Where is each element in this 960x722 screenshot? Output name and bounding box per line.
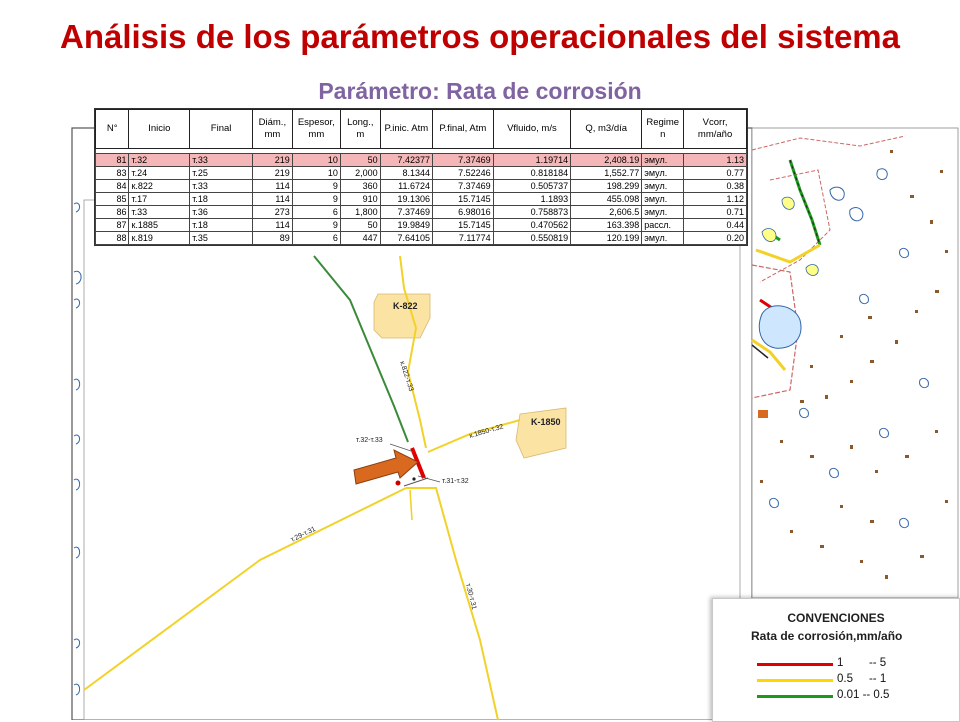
table-cell: 1.13 [684, 154, 747, 167]
table-cell: т.18 [190, 219, 253, 232]
legend-swatch-red [757, 663, 833, 666]
table-cell: 7.37469 [432, 180, 493, 193]
table-cell: 7.37469 [380, 206, 432, 219]
table-row [96, 193, 747, 206]
table-cell: 198.299 [571, 180, 642, 193]
table-cell: 6 [292, 206, 340, 219]
table-cell: 8.1344 [380, 167, 432, 180]
table-cell: т.35 [190, 232, 253, 245]
table-cell: эмул. [642, 167, 684, 180]
table-cell: 11.6724 [380, 180, 432, 193]
table-cell: 1.19714 [493, 154, 570, 167]
label-seg-k1850-t32: к.1850-т.32 [468, 423, 505, 440]
right-map-area [752, 128, 958, 598]
table-cell: т.24 [129, 167, 190, 180]
table-cell: рассл. [642, 219, 684, 232]
table-row [96, 167, 747, 180]
header-cell: Diám., mm [252, 110, 292, 149]
table-cell: 114 [252, 193, 292, 206]
table-cell: 84 [96, 180, 129, 193]
table-cell: 88 [96, 232, 129, 245]
table-cell: 89 [252, 232, 292, 245]
table-cell: эмул. [642, 154, 684, 167]
table-cell: т.17 [129, 193, 190, 206]
legend-item-label: 0.01 -- 0.5 [837, 689, 890, 701]
label-seg-t29-t31: т.29-т.31 [289, 525, 317, 544]
header-cell: Vfluido, m/s [493, 110, 570, 149]
header-cell: Espesor, mm [292, 110, 340, 149]
label-seg-t31-t32: т.31-т.32 [442, 478, 469, 485]
table-cell: 0.71 [684, 206, 747, 219]
legend-swatch-yellow [757, 679, 833, 682]
table-row [96, 232, 747, 245]
table-cell: 0.470562 [493, 219, 570, 232]
node-t31 [396, 481, 401, 486]
table-cell: 87 [96, 219, 129, 232]
table-cell: 0.550819 [493, 232, 570, 245]
header-cell: Final [190, 110, 253, 149]
label-seg-t30-t31: т.30-т.31 [464, 582, 478, 611]
table-cell: 2,408.19 [571, 154, 642, 167]
table-cell: 0.38 [684, 180, 747, 193]
table-cell: 1,800 [340, 206, 380, 219]
table-cell: 114 [252, 219, 292, 232]
table-cell: 455.098 [571, 193, 642, 206]
table-cell: 7.11774 [432, 232, 493, 245]
table-cell: эмул. [642, 232, 684, 245]
label-seg-t32-t33: т.32-т.33 [356, 437, 383, 444]
label-k1850: K-1850 [531, 417, 561, 427]
table-cell: 1,552.77 [571, 167, 642, 180]
table-cell: т.33 [190, 154, 253, 167]
table-cell: 10 [292, 167, 340, 180]
table-cell: т.36 [190, 206, 253, 219]
table-cell: т.33 [190, 180, 253, 193]
table-cell: 81 [96, 154, 129, 167]
table-cell: 15.7145 [432, 219, 493, 232]
table-cell: 7.42377 [380, 154, 432, 167]
table-cell: 7.64105 [380, 232, 432, 245]
table-cell: 1.12 [684, 193, 747, 206]
table-cell: 50 [340, 219, 380, 232]
node-t32 [412, 477, 415, 480]
table-cell: 50 [340, 154, 380, 167]
table-cell: 0.758873 [493, 206, 570, 219]
legend-subtitle: Rata de corrosión,mm/año [751, 629, 903, 643]
header-cell: Q, m3/día [571, 110, 642, 149]
table-cell: к.822 [129, 180, 190, 193]
table-cell: 19.1306 [380, 193, 432, 206]
header-cell: P.inic. Atm [380, 110, 432, 149]
table-cell: 114 [252, 180, 292, 193]
table-cell: 2,000 [340, 167, 380, 180]
table-cell: 0.20 [684, 232, 747, 245]
table-cell: к.819 [129, 232, 190, 245]
legend-swatch-green [757, 695, 833, 698]
table-cell: эмул. [642, 193, 684, 206]
table-cell: 10 [292, 154, 340, 167]
page-title: Análisis de los parámetros operacionales del sistema [59, 18, 901, 55]
table-cell: 0.77 [684, 167, 747, 180]
table-cell: 0.818184 [493, 167, 570, 180]
table-cell: 447 [340, 232, 380, 245]
table-cell: к.1885 [129, 219, 190, 232]
table-cell: т.33 [129, 206, 190, 219]
table-cell: 1.1893 [493, 193, 570, 206]
legend-item-label: 0.5 -- 1 [837, 673, 887, 685]
table-row [96, 180, 747, 193]
page-subtitle: Parámetro: Rata de corrosión [318, 78, 642, 104]
header-cell: Long., m [340, 110, 380, 149]
table-cell: т.32 [129, 154, 190, 167]
table-cell: 273 [252, 206, 292, 219]
table-cell: 219 [252, 167, 292, 180]
table-cell: эмул. [642, 180, 684, 193]
table-cell: 0.505737 [493, 180, 570, 193]
table-cell: 19.9849 [380, 219, 432, 232]
table-cell: 910 [340, 193, 380, 206]
table-cell: 86 [96, 206, 129, 219]
table-cell: 120.199 [571, 232, 642, 245]
legend-box [712, 598, 960, 722]
table-cell: 360 [340, 180, 380, 193]
table-cell: 7.37469 [432, 154, 493, 167]
label-k822: K-822 [393, 301, 418, 311]
table-cell: 85 [96, 193, 129, 206]
legend-title: CONVENCIONES [787, 611, 885, 625]
table-cell: 83 [96, 167, 129, 180]
table-cell: эмул. [642, 206, 684, 219]
table-row [96, 219, 747, 232]
table-cell: 6.98016 [432, 206, 493, 219]
table-cell: 15.7145 [432, 193, 493, 206]
table-cell: 9 [292, 193, 340, 206]
table-cell: 219 [252, 154, 292, 167]
table-cell: 6 [292, 232, 340, 245]
table-row [96, 154, 747, 167]
table-cell: 7.52246 [432, 167, 493, 180]
pipe-parameters-table [94, 108, 748, 246]
table-cell: 9 [292, 180, 340, 193]
table-header-row [96, 110, 747, 149]
header-cell: Regime n [642, 110, 684, 149]
header-cell: Inicio [129, 110, 190, 149]
table-cell: 9 [292, 219, 340, 232]
header-cell: N° [96, 110, 129, 149]
table-cell: т.25 [190, 167, 253, 180]
table-cell: 0.44 [684, 219, 747, 232]
table-cell: 2,606.5 [571, 206, 642, 219]
table-cell: т.18 [190, 193, 253, 206]
label-seg-k822-t33: к.822-т.33 [398, 360, 415, 393]
table-row [96, 206, 747, 219]
table-cell: 163.398 [571, 219, 642, 232]
header-cell: P.final, Atm [432, 110, 493, 149]
legend-item-label: 1 -- 5 [837, 657, 887, 669]
header-cell: Vcorr, mm/año [684, 110, 747, 149]
